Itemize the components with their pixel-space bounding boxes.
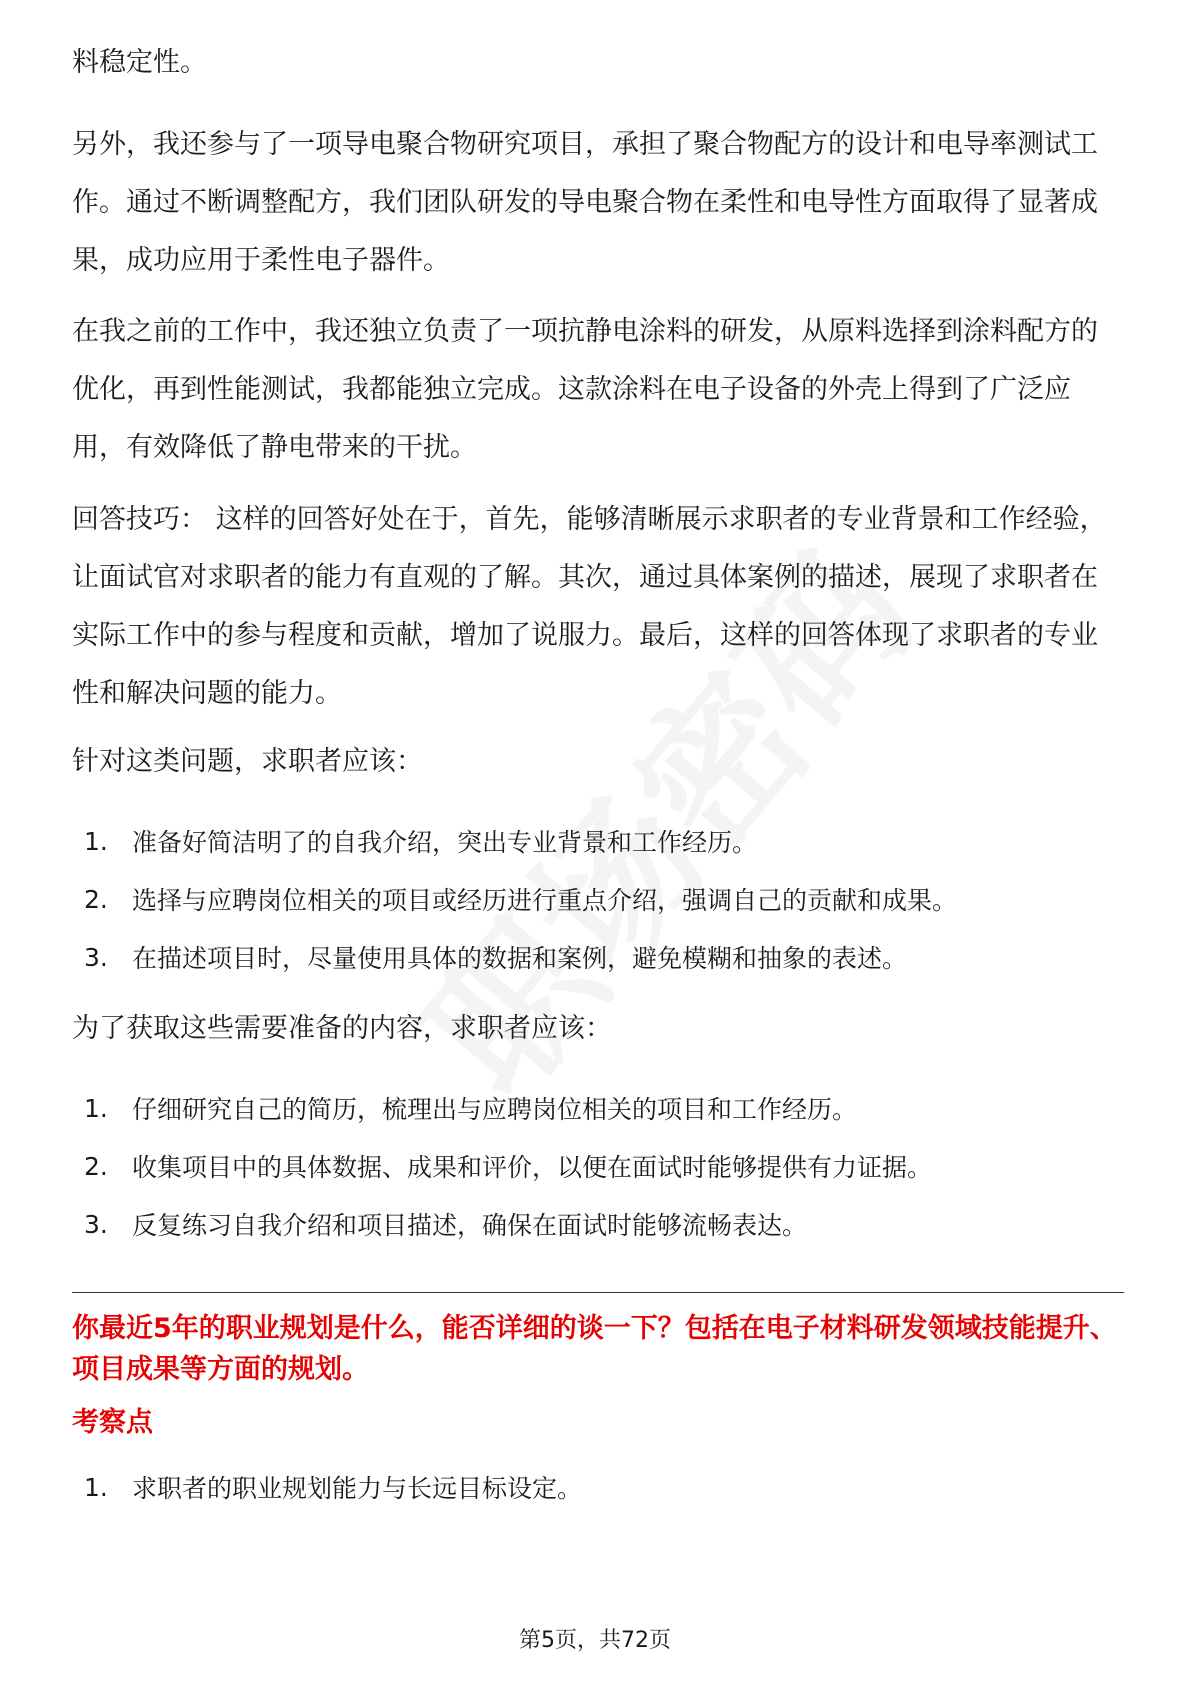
paragraph: 为了获取这些需要准备的内容，求职者应该： [72, 1013, 612, 1044]
list-item: 1. 求职者的职业规划能力与长远目标设定。 [84, 1472, 583, 1503]
numbered-list [72, 1079, 1124, 1253]
paragraph: 在我之前的工作中，我还独立负责了一项抗静电涂料的研发，从原料选择到涂料配方的优化，再到性能测试，我都能独立完成。这款涂料在电子设备的外壳上得到了广泛应用，有效降低了静电带来的干扰。 [72, 316, 1098, 463]
page-footer: 第5页，共72页 [519, 1628, 671, 1653]
paragraph: 针对这类问题，求职者应该： [72, 746, 423, 777]
paragraph: 另外，我还参与了一项导电聚合物研究项目，承担了聚合物配方的设计和电导率测试工作。通过不断调整配方，我们团队研发的导电聚合物在柔性和电导性方面取得了显著成果，成功应用于柔性电子器件。 [72, 129, 1098, 276]
list-item: 1. 仔细研究自己的简历，梳理出与应聘岗位相关的项目和工作经历。 [84, 1093, 858, 1124]
section-divider [72, 1292, 1124, 1293]
numbered-list [72, 812, 1124, 986]
answer-tips-paragraph: 回答技巧： 这样的回答好处在于，首先，能够清晰展示求职者的专业背景和工作经验，让面试官对求职者的能力有直观的了解。其次，通过具体案例的描述，展现了求职者在实际工作中的参与程度和贡献，增加了说服力。最后，这样的回答体现了求职者的专业性和解决问题的能力。 [72, 504, 1107, 709]
list-item: 3. 在描述项目时，尽量使用具体的数据和案例，避免模糊和抽象的表述。 [84, 942, 908, 973]
list-item: 1. 准备好简洁明了的自我介绍，突出专业背景和工作经历。 [84, 826, 758, 857]
list-item: 2. 选择与应聘岗位相关的项目或经历进行重点介绍，强调自己的贡献和成果。 [84, 884, 958, 915]
list-item: 2. 收集项目中的具体数据、成果和评价，以便在面试时能够提供有力证据。 [84, 1151, 933, 1182]
list-item: 3. 反复练习自我介绍和项目描述，确保在面试时能够流畅表达。 [84, 1209, 808, 1240]
section-label: 考察点 [72, 1407, 153, 1438]
paragraph: 料稳定性。 [72, 47, 207, 78]
numbered-list [72, 1458, 1124, 1516]
interview-question: 你最近5年的职业规划是什么，能否详细的谈一下？包括在电子材料研发领域技能提升、项目成果等方面的规划。 [72, 1313, 1117, 1385]
